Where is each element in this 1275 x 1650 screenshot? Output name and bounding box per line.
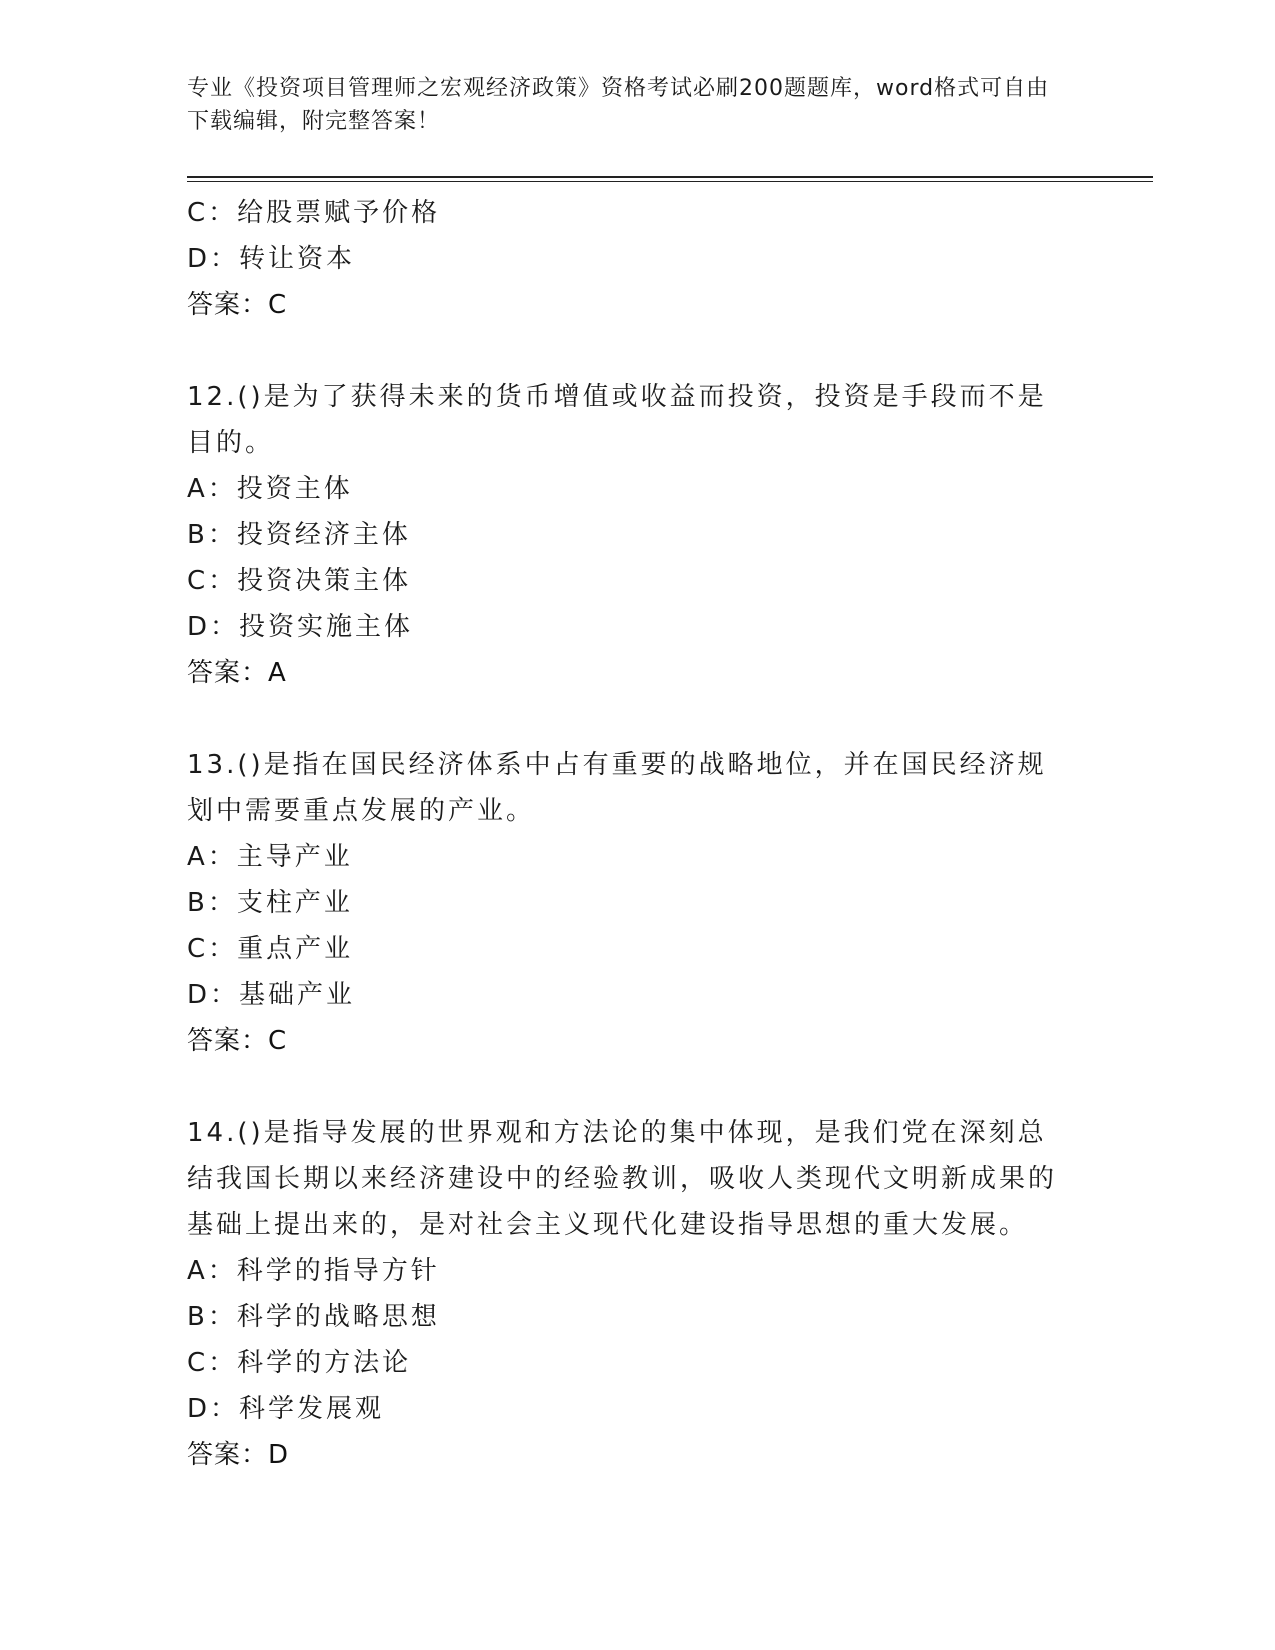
question-block-13 [187,742,1067,1064]
option-d: D：转让资本 [187,244,356,274]
page-header-title: 专业《投资项目管理师之宏观经济政策》资格考试必刷200题题库，word格式可自由下载编辑，附完整答案！ [187,76,1050,134]
header-divider-thick [187,176,1153,178]
question-text: 14.()是指导发展的世界观和方法论的集中体现，是我们党在深刻总结我国长期以来经济建设中的经验教训，吸收人类现代文明新成果的基础上提出来的，是对社会主义现代化建设指导思想的重大发展。 [187,1118,1058,1240]
option-d: D：投资实施主体 [187,612,414,642]
spacer [187,1064,1067,1110]
option-c: C：投资决策主体 [187,566,412,596]
document-content [187,190,1067,1478]
question-text: 13.()是指在国民经济体系中占有重要的战略地位，并在国民经济规划中需要重点发展的产业。 [187,750,1047,826]
option-b: B：投资经济主体 [187,520,411,550]
option-a: A：主导产业 [187,842,353,872]
option-d: D：科学发展观 [187,1394,385,1424]
answer-line: 答案：C [187,290,288,320]
question-text: 12.()是为了获得未来的货币增值或收益而投资，投资是手段而不是目的。 [187,382,1047,458]
option-c: C：科学的方法论 [187,1348,412,1378]
option-a: A：科学的指导方针 [187,1256,440,1286]
option-c: C：给股票赋予价格 [187,198,441,228]
spacer [187,328,1067,374]
header-divider-thin [187,181,1153,182]
previous-question-block [187,190,1067,328]
option-b: B：科学的战略思想 [187,1302,440,1332]
option-d: D：基础产业 [187,980,356,1010]
question-block-12 [187,374,1067,696]
option-a: A：投资主体 [187,474,353,504]
answer-line: 答案：A [187,658,287,688]
question-block-14 [187,1110,1067,1478]
spacer [187,696,1067,742]
answer-line: 答案：C [187,1026,288,1056]
option-c: C：重点产业 [187,934,354,964]
answer-line: 答案：D [187,1440,290,1470]
option-b: B：支柱产业 [187,888,353,918]
